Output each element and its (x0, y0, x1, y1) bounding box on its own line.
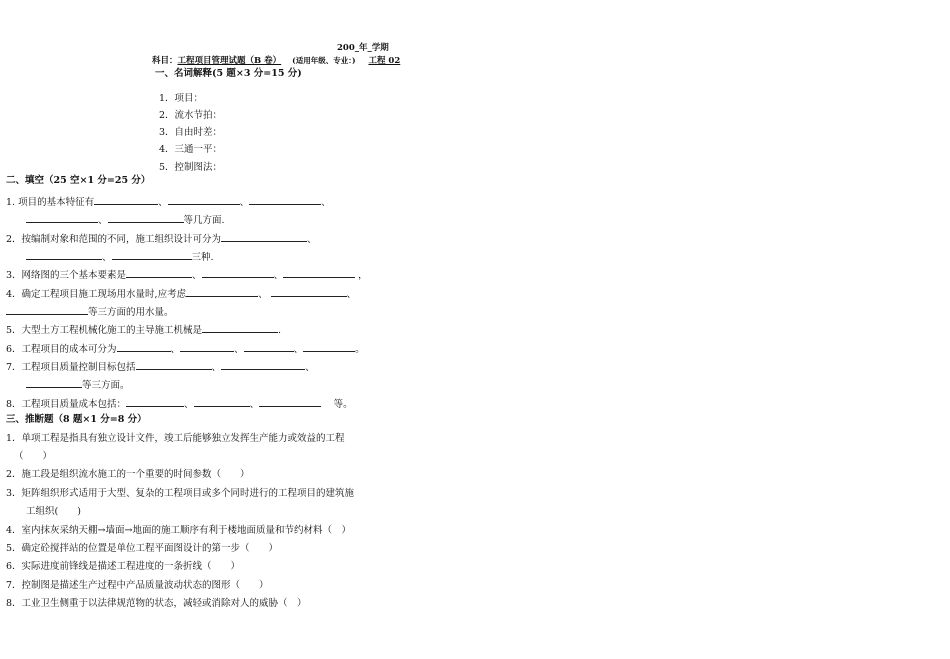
blank[interactable] (202, 267, 274, 278)
fill-q7-end: 等三方面。 (82, 380, 130, 391)
fill-q8-text: 8．工程项目质量成本包括： (6, 399, 127, 410)
fill-q4-cont (6, 304, 174, 319)
blank[interactable] (6, 304, 88, 315)
fill-q2-cont: 、 三种. (26, 249, 214, 264)
judge-q1: 1．单项工程是指具有独立设计文件，竣工后能够独立发挥生产能力或效益的工程 (6, 433, 345, 444)
blank[interactable] (259, 396, 321, 407)
fill-q1: 1. 项目的基本特征有 、 、 、 (6, 194, 331, 209)
judge-q3: 3．矩阵组织形式适用于大型、复杂的工程项目或多个同时进行的工程项目的建筑施 (6, 488, 355, 499)
judge-q3-cont[interactable]: 工组织( ) (26, 506, 81, 517)
blank[interactable] (194, 396, 250, 407)
subject-name: 工程项目管理试题（B 卷） (177, 56, 282, 66)
blank[interactable] (126, 267, 192, 278)
blank[interactable] (108, 212, 184, 223)
semester-line: 200_年_学期 (337, 43, 389, 53)
blank[interactable] (26, 249, 102, 260)
fill-q4-end: 等三方面的用水量。 (88, 307, 174, 318)
fill-q4: 4．确定工程项目施工现场用水量时,应考虑 、 、 (6, 286, 356, 301)
section3-title: 三、推断题（8 题×1 分=8 分） (6, 414, 147, 425)
blank[interactable] (112, 249, 192, 260)
fill-q1-text: 1. 项目的基本特征有 (6, 197, 95, 208)
fill-q1-end: 等几方面. (183, 215, 225, 226)
blank[interactable] (271, 286, 347, 297)
subject-line (152, 55, 400, 67)
fill-q2: 2．按编制对象和范围的不同，施工组织设计可分为 、 (6, 231, 317, 246)
blank[interactable] (249, 194, 321, 205)
blank[interactable] (202, 322, 278, 333)
blank[interactable] (94, 194, 158, 205)
fill-q6: 6．工程项目的成本可分为 、 、 、 。 (6, 341, 365, 356)
section1-item-1: 1．项目： (159, 93, 204, 104)
fill-q4-text: 4．确定工程项目施工现场用水量时,应考虑 (6, 289, 187, 300)
fill-q3-text: 3．网络图的三个基本要素是 (6, 270, 127, 281)
judge-q7: 7．控制图是描述生产过程中产品质量波动状态的图形（ ） (6, 580, 269, 591)
blank[interactable] (26, 212, 98, 223)
blank[interactable] (26, 377, 82, 388)
applicable-note: (适用年级、专业：) (292, 56, 356, 65)
class-name: 工程 02 (368, 56, 401, 66)
blank[interactable] (168, 194, 240, 205)
fill-q8: 8．工程项目质量成本包括： 、 、 等。 (6, 396, 353, 411)
subject-label: 科目： (152, 56, 178, 66)
judge-q5: 5．确定砼搅拌站的位置是单位工程平面图设计的第一步（ ） (6, 543, 279, 554)
fill-q3: 3．网络图的三个基本要素是 、 、 ， (6, 267, 368, 282)
fill-q7-cont (26, 377, 130, 392)
section1-item-3: 3．自由时差： (159, 127, 223, 138)
fill-q8-end: 等。 (333, 399, 353, 410)
fill-q7-text: 7．工程项目质量控制目标包括 (6, 362, 136, 373)
section1-title: 一、名词解释(5 题×3 分=15 分) (155, 68, 302, 79)
blank[interactable] (136, 359, 212, 370)
blank[interactable] (303, 341, 355, 352)
blank[interactable] (244, 341, 294, 352)
judge-q2: 2．施工段是组织流水施工的一个重要的时间参数（ ） (6, 469, 250, 480)
section2-title: 二、填空（25 空×1 分=25 分） (6, 175, 151, 186)
section1-item-4: 4．三通一平： (159, 144, 223, 155)
fill-q7: 7．工程项目质量控制目标包括 、 、 (6, 359, 315, 374)
blank[interactable] (180, 341, 234, 352)
section1-item-2: 2．流水节拍： (159, 110, 223, 121)
blank[interactable] (126, 396, 184, 407)
blank[interactable] (117, 341, 171, 352)
fill-q2-text: 2．按编制对象和范围的不同，施工组织设计可分为 (6, 234, 222, 245)
fill-q6-text: 6．工程项目的成本可分为 (6, 344, 117, 355)
fill-q5: 5．大型土方工程机械化施工的主导施工机械是 . (6, 322, 281, 337)
fill-q2-end: 三种. (191, 252, 214, 263)
blank[interactable] (283, 267, 355, 278)
fill-q5-text: 5．大型土方工程机械化施工的主导施工机械是 (6, 325, 203, 336)
blank[interactable] (221, 359, 305, 370)
judge-q6: 6．实际进度前锋线是描述工程进度的一条折线（ ） (6, 561, 241, 572)
judge-q4: 4．室内抹灰采纳天棚→墙面→地面的施工顺序有利于楼地面质量和节约材料（ ） (6, 525, 351, 536)
judge-q1-paren[interactable]: （ ） (14, 451, 53, 462)
judge-q8: 8．工业卫生侧重于以法律规范物的状态，减轻或消除对人的威胁（ ） (6, 598, 307, 609)
blank[interactable] (186, 286, 258, 297)
blank[interactable] (221, 231, 307, 242)
fill-q1-cont: 、 等几方面. (26, 212, 225, 227)
section1-item-5: 5．控制图法： (159, 162, 223, 173)
